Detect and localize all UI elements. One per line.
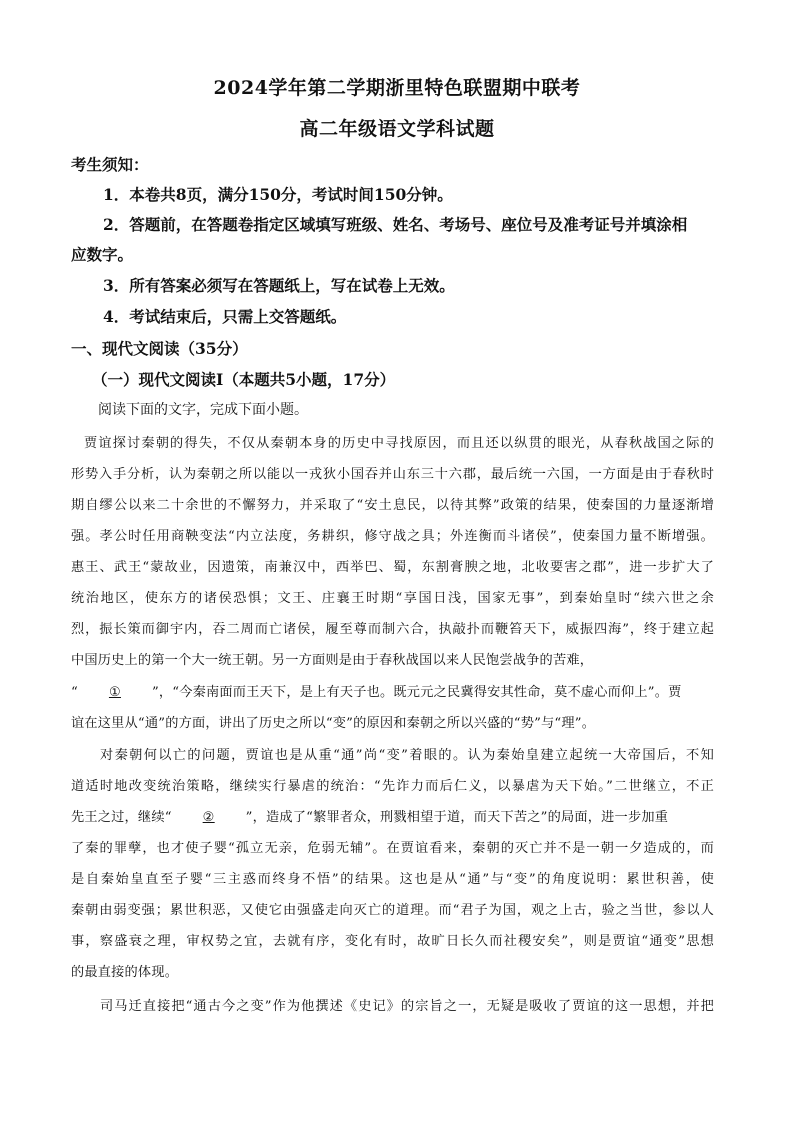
passage-line: 中国历史上的第一个大一统王朝。另一方面则是由于春秋战国以来人民饱尝战争的苦难， [71, 653, 594, 668]
exam-subtitle: 高二年级语文学科试题 [299, 118, 495, 140]
passage-line: 谊在这里从“通”的方面，讲出了历史之所以“变”的原因和秦朝之所以兴盛的“势”与“理”。 [71, 716, 596, 731]
notice-item-2-cont: 应数字。 [71, 245, 134, 264]
notice-item-1: 1．本卷共8页，满分150分，考试时间150分钟。 [103, 185, 453, 204]
exam-title: 2024学年第二学期浙里特色联盟期中联考 [213, 77, 581, 99]
subsection-heading: （一）现代文阅读Ⅰ（本题共5小题，17分） [92, 370, 396, 389]
reading-instruction: 阅读下面的文字，完成下面小题。 [98, 402, 308, 418]
notice-item-3: 3．所有答案必须写在答题纸上，写在试卷上无效。 [103, 276, 455, 295]
passage-line: 贾谊探讨秦朝的得失，不仅从秦朝本身的历史中寻找原因，而且还以纵贯的眼光，从春秋战国之际的 [84, 436, 714, 451]
passage-line: 是自秦始皇直至子婴“三主惑而终身不悟”的结果。这也是从“通”与“变”的角度说明：累世积善，使 [71, 872, 714, 887]
passage-line: 司马迁直接把“通古今之变”作为他撰述《史记》的宗旨之一，无疑是吸收了贾谊的这一思想，并把 [100, 999, 714, 1014]
notice-heading: 考生须知： [71, 155, 149, 174]
notice-item-4: 4．考试结束后，只需上交答题纸。 [103, 307, 347, 326]
passage-line: 的最直接的体现。 [71, 965, 179, 980]
passage-line: 惠王、武王“蒙故业，因遗策，南兼汉中，西举巴、蜀，东割膏腴之地，北收要害之郡”，进一步扩大了 [71, 560, 714, 575]
passage-line: 强。孝公时任用商鞅变法“内立法度，务耕织，修守战之具；外连衡而斗诸侯”，使秦国力量不断增强。 [71, 529, 714, 544]
section-heading: 一、现代文阅读（35分） [71, 339, 248, 358]
blank-1: ① [108, 685, 121, 700]
passage-line-blank-1: “ ① ”，“今秦南面而王天下，是上有天子也。既元元之民冀得安其性命，莫不虚心而仰上”。贾 [71, 685, 682, 700]
passage-line: 了秦的罪孽，也才使子婴“孤立无亲，危弱无辅”。在贾谊看来，秦朝的灭亡并不是一朝一夕造成的，而 [71, 841, 714, 856]
passage-line: 秦朝由弱变强；累世积恶，又使它由强盛走向灭亡的道理。而“君子为国，观之上古，验之当世，参以人 [71, 903, 714, 918]
passage-line: 道适时地改变统治策略，继续实行暴虐的统治：“先诈力而后仁义，以暴虐为天下始。”二世继立，不正 [71, 779, 714, 794]
blank-2: ② [202, 810, 215, 825]
passage-line: 期自缪公以来二十余世的不懈努力，并采取了“安土息民，以待其弊”政策的结果，使秦国的力量逐渐增 [71, 498, 714, 513]
passage-line: 事，察盛衰之理，审权势之宜，去就有序，变化有时，故旷日长久而社稷安矣”，则是贾谊“通变”思想 [71, 934, 714, 949]
passage-line: 烈，振长策而御宇内，吞二周而亡诸侯，履至尊而制六合，执敲扑而鞭笞天下，威振四海”，终于建立起 [71, 622, 714, 637]
notice-item-2: 2．答题前，在答题卷指定区域填写班级、姓名、考场号、座位号及准考证号并填涂相 [103, 215, 688, 234]
passage-line-blank-2: 先王之过，继续“ ② ”，造成了“繁罪者众，刑戮相望于道，而天下苦之”的局面，进一步加重 [71, 810, 669, 825]
passage-line: 对秦朝何以亡的问题，贾谊也是从重“通”尚“变”着眼的。认为秦始皇建立起统一大帝国后，不知 [100, 748, 714, 763]
passage-line: 统治地区，使东方的诸侯恐惧；文王、庄襄王时期“享国日浅，国家无事”，到秦始皇时“续六世之余 [71, 591, 714, 606]
passage-line: 形势入手分析，认为秦朝之所以能以一戎狄小国吞并山东三十六郡，最后统一六国，一方面是由于春秋时 [71, 467, 714, 482]
